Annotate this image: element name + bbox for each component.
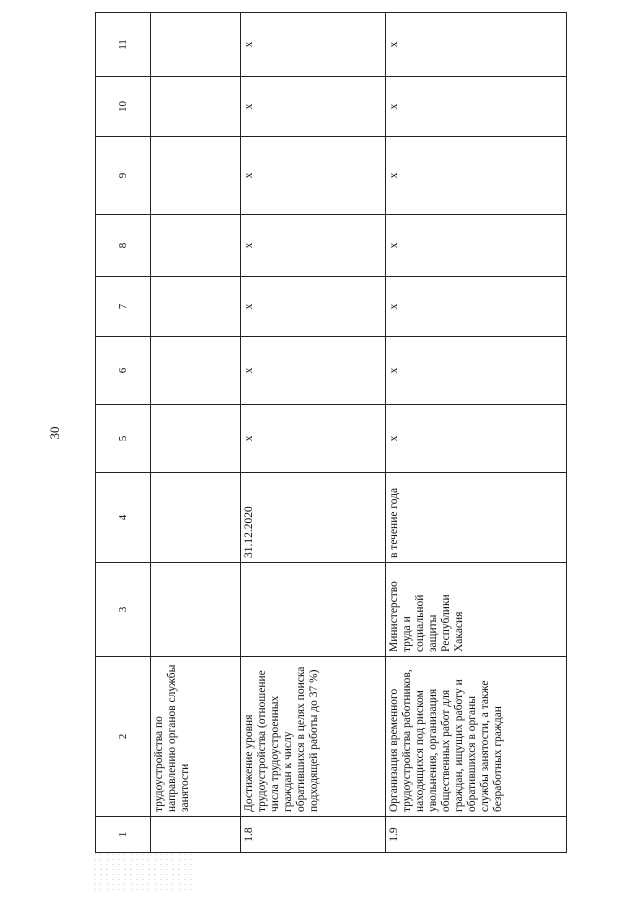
responsible — [151, 563, 241, 657]
header-cell: 5 — [96, 405, 151, 473]
table-row — [241, 13, 386, 853]
deadline — [151, 473, 241, 563]
header-cell: 7 — [96, 277, 151, 337]
responsible: Министерство труда и социальной защиты Республики Хакасия — [386, 563, 567, 657]
row-number — [151, 817, 241, 853]
value-cell — [151, 277, 241, 337]
header-row — [96, 13, 151, 853]
value-cell: x — [386, 77, 567, 137]
value-cell: x — [386, 13, 567, 77]
value-cell: x — [386, 405, 567, 473]
measure-name: трудоустройства по направлению органов службы занятости — [151, 657, 241, 817]
header-cell: 11 — [96, 13, 151, 77]
value-cell: x — [386, 215, 567, 277]
deadline: в течение года — [386, 473, 567, 563]
measure-name: Достижение уровня трудоустройства (отношение числа трудоустроенных граждан к числу обратившихся в целях поиска подходящей работы до 37 %) — [241, 657, 386, 817]
header-cell: 3 — [96, 563, 151, 657]
rotated-table-area — [95, 39, 567, 853]
measure-name: Организация временного трудоустройства работников, находящихся под риском увольнения, организация общественных работ для граждан, ищущих работу и обратившихся в органы службы занятости, а также безработных граждан — [386, 657, 567, 817]
value-cell: x — [241, 13, 386, 77]
header-cell: 6 — [96, 337, 151, 405]
table-row — [386, 13, 567, 853]
scan-noise — [92, 852, 192, 892]
measures-table — [95, 12, 567, 853]
value-cell — [151, 137, 241, 215]
value-cell: x — [241, 405, 386, 473]
value-cell: x — [386, 137, 567, 215]
value-cell — [151, 77, 241, 137]
value-cell: x — [241, 137, 386, 215]
row-number: 1.8 — [241, 817, 386, 853]
deadline: 31.12.2020 — [241, 473, 386, 563]
table-row — [151, 13, 241, 853]
page-number: 30 — [47, 426, 62, 440]
value-cell: x — [241, 337, 386, 405]
value-cell — [151, 337, 241, 405]
value-cell — [151, 13, 241, 77]
header-cell: 1 — [96, 817, 151, 853]
header-cell: 8 — [96, 215, 151, 277]
value-cell — [151, 405, 241, 473]
value-cell: x — [241, 77, 386, 137]
value-cell: x — [241, 277, 386, 337]
responsible — [241, 563, 386, 657]
header-cell: 2 — [96, 657, 151, 817]
value-cell: x — [386, 277, 567, 337]
header-cell: 4 — [96, 473, 151, 563]
header-cell: 9 — [96, 137, 151, 215]
value-cell: x — [386, 337, 567, 405]
value-cell: x — [241, 215, 386, 277]
value-cell — [151, 215, 241, 277]
row-number: 1.9 — [386, 817, 567, 853]
header-cell: 10 — [96, 77, 151, 137]
